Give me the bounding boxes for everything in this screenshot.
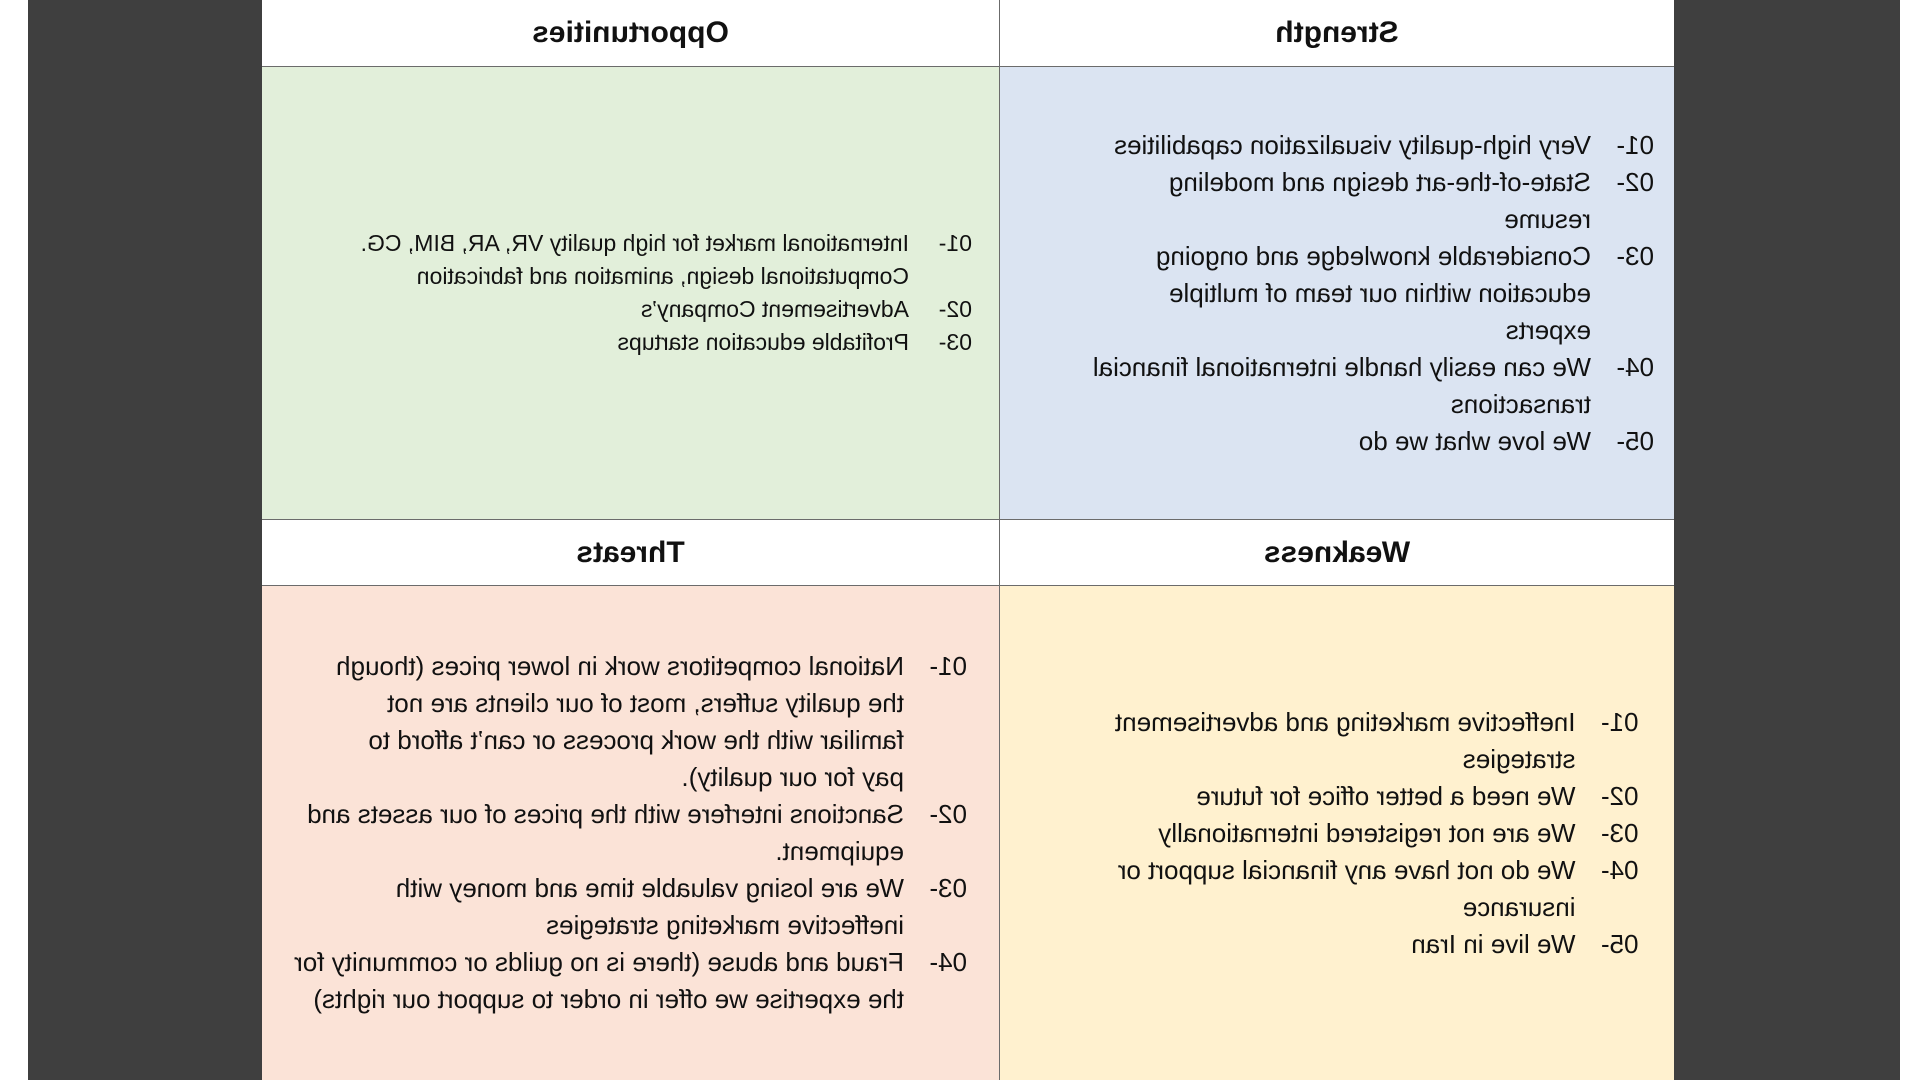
weakness-header: [999, 519, 1674, 586]
opportunities-header: [262, 0, 999, 67]
item-number: 02-: [1600, 780, 1639, 811]
list-item: [289, 293, 972, 326]
item-text: We can easily handle international financial transactions: [1092, 351, 1591, 419]
list-item: [289, 326, 972, 359]
list-item: [294, 796, 967, 870]
strength-title: Strength: [1275, 16, 1399, 49]
threats-header: [262, 519, 999, 586]
list-item: [1020, 349, 1654, 423]
threats-cell: [262, 586, 999, 1080]
list-item: [1036, 815, 1639, 852]
opportunities-cell: [262, 67, 999, 519]
list-item: [294, 648, 967, 796]
item-text: Sanctions interfere with the prices of our assets and equipment.: [307, 799, 904, 866]
item-text: National competitors work in lower prices (though the quality suffers, most of our clients are not familiar with the work process or can’t afford to pay for our quality).: [336, 651, 904, 792]
swot-slide: [262, 0, 1674, 1080]
swot-table: [262, 0, 1674, 1080]
list-item: [289, 227, 972, 293]
item-text: We need a better office for future: [1196, 780, 1576, 811]
item-number: 03-: [938, 329, 972, 355]
strength-header: [999, 0, 1674, 67]
item-text: Very high-quality visualization capabilities: [1114, 129, 1591, 160]
weakness-list: [1036, 704, 1639, 963]
item-text: We are not registered internationally: [1158, 817, 1576, 848]
item-text: Fraud and abuse (there is no guilds or community for the expertise we offer in order to support our rights): [294, 947, 904, 1014]
threats-title: Threats: [576, 535, 685, 569]
opportunities-title: Opportunities: [532, 16, 729, 49]
item-number: 04-: [929, 947, 967, 977]
item-number: 03-: [1600, 817, 1639, 848]
list-item: [294, 870, 967, 944]
item-text: We are losing valuable time and money with ineffective marketing strategies: [395, 873, 904, 940]
list-item: [1036, 852, 1639, 926]
strength-list: [1020, 127, 1654, 460]
item-text: Advertisement Company’s: [640, 296, 909, 322]
item-text: We love what we do: [1358, 425, 1591, 456]
item-number: 02-: [938, 296, 972, 322]
item-text: Profitable education startups: [617, 329, 909, 355]
list-item: [1036, 704, 1639, 778]
item-text: Ineffective marketing and advertisement strategies: [1114, 706, 1576, 774]
item-text: We live in Iran: [1411, 928, 1576, 959]
item-number: 04-: [1600, 854, 1639, 885]
weakness-title: Weakness: [1263, 535, 1411, 569]
item-text: We do not have any financial support or insurance: [1117, 854, 1576, 922]
item-text: International market for high quality VR, AR, BIM, CG. Computational design, animation and fabrication: [360, 230, 909, 289]
strength-cell: [999, 67, 1674, 519]
item-number: 01-: [929, 651, 967, 681]
list-item: [1036, 778, 1639, 815]
item-number: 01-: [1600, 706, 1639, 737]
list-item: [1036, 926, 1639, 963]
item-number: 01-: [1616, 129, 1654, 160]
item-text: State-of-the-art design and modeling resume: [1168, 166, 1591, 234]
item-number: 02-: [1616, 166, 1654, 197]
list-item: [1020, 127, 1654, 164]
item-number: 05-: [1600, 928, 1639, 959]
list-item: [294, 944, 967, 1018]
item-number: 05-: [1616, 425, 1654, 456]
item-number: 03-: [929, 873, 967, 903]
item-number: 02-: [929, 799, 967, 829]
opportunities-list: [289, 227, 972, 359]
list-item: [1020, 423, 1654, 460]
item-text: Considerable knowledge and ongoing education within our team of multiple experts: [1155, 240, 1591, 345]
item-number: 01-: [938, 230, 972, 256]
threats-list: [294, 648, 967, 1018]
weakness-cell: [999, 586, 1674, 1080]
item-number: 04-: [1616, 351, 1654, 382]
list-item: [1020, 238, 1654, 349]
list-item: [1020, 164, 1654, 238]
item-number: 03-: [1616, 240, 1654, 271]
